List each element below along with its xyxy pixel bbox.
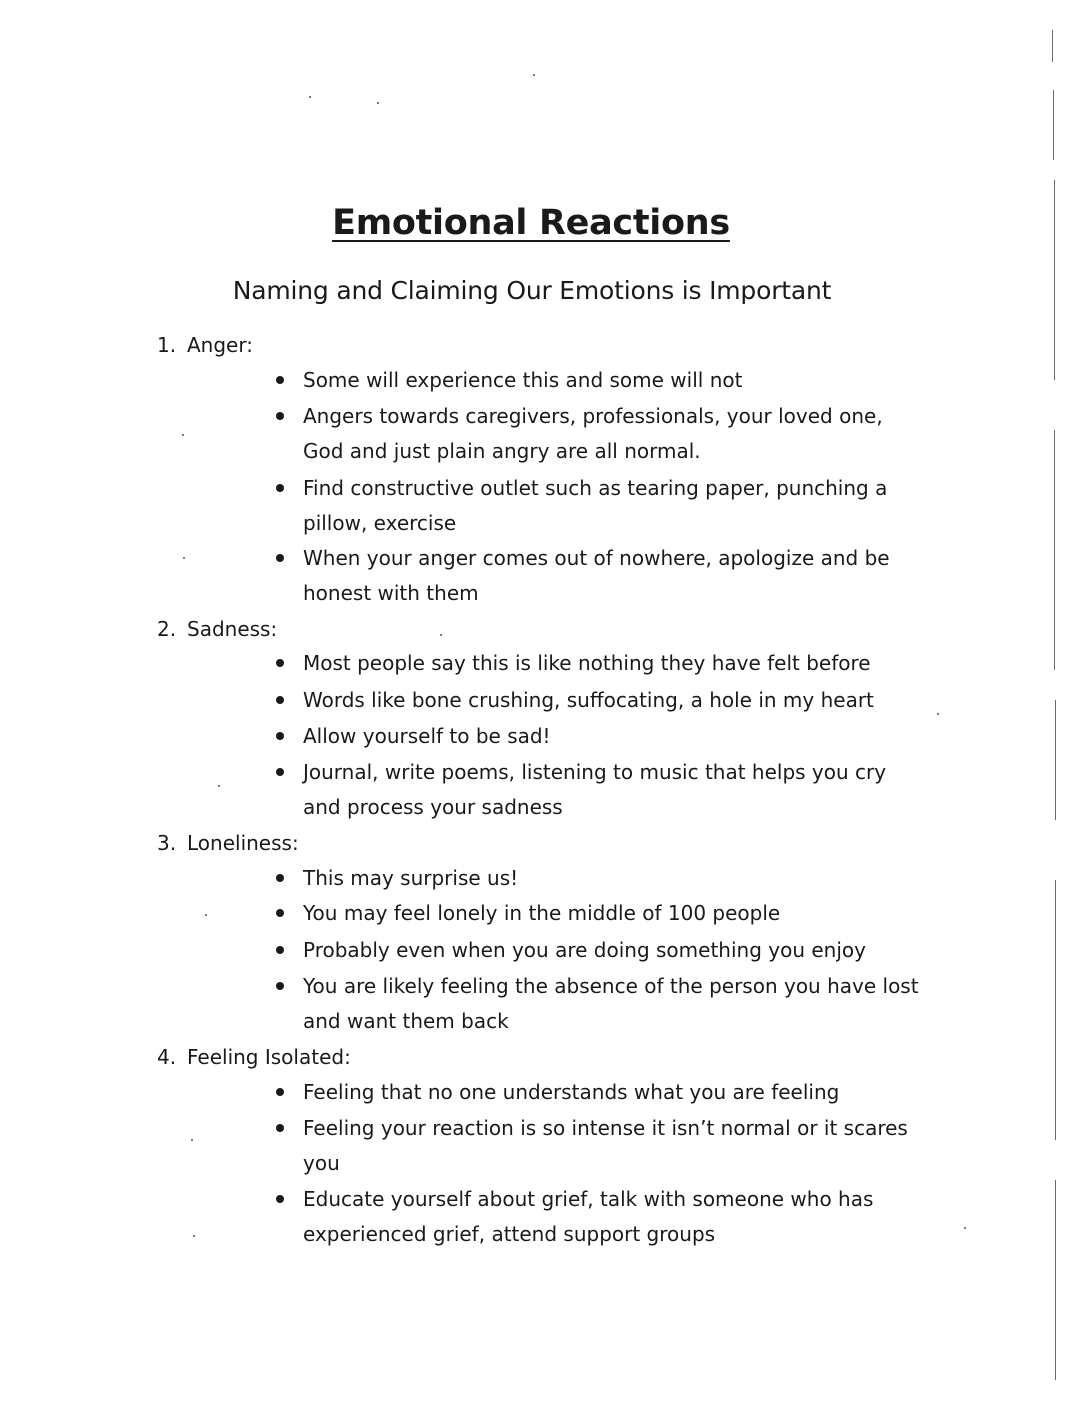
scan-edge-line [1055, 1180, 1056, 1380]
bullet-icon [276, 659, 284, 667]
bullet-icon [276, 1124, 284, 1132]
list-item-text: You may feel lonely in the middle of 100 people [303, 901, 781, 925]
page-title [0, 203, 1062, 243]
bullet-icon [276, 376, 284, 384]
scan-speck [182, 434, 184, 436]
scan-speck [533, 74, 535, 76]
section-heading-feeling-isolated [157, 1045, 351, 1069]
bullet-icon [276, 946, 284, 954]
scan-speck [309, 96, 311, 98]
bullet-icon [276, 732, 284, 740]
list-item-text: Educate yourself about grief, talk with someone who has experienced grief, attend support groups [303, 1187, 874, 1246]
scan-speck [183, 557, 185, 559]
list-item-text: Allow yourself to be sad! [303, 724, 551, 748]
scan-speck [440, 634, 442, 636]
list-item-text: Angers towards caregivers, professionals, your loved one, God and just plain angry are all normal. [303, 404, 883, 463]
scan-speck [191, 1139, 193, 1141]
list-item-text: You are likely feeling the absence of the person you have lost and want them back [303, 974, 919, 1033]
bullet-icon [276, 412, 284, 420]
scan-speck [964, 1227, 966, 1229]
list-item-text: Find constructive outlet such as tearing paper, punching a pillow, exercise [303, 476, 888, 535]
scan-edge-line [1052, 30, 1053, 62]
section-heading-anger [157, 333, 253, 357]
list-item-text: Most people say this is like nothing they have felt before [303, 651, 871, 675]
section-heading-text: Sadness: [187, 617, 278, 641]
bullet-icon [276, 768, 284, 776]
bullet-icon [276, 874, 284, 882]
section-heading-loneliness [157, 831, 299, 855]
bullet-icon [276, 554, 284, 562]
scan-speck [218, 785, 220, 787]
section-heading-sadness [157, 617, 277, 641]
bullet-icon [276, 982, 284, 990]
scan-edge-line [1054, 430, 1055, 670]
section-number: 4. [157, 1045, 177, 1069]
list-item-text: Feeling your reaction is so intense it isn’t normal or it scares you [303, 1116, 908, 1175]
list-item-text: Feeling that no one understands what you are feeling [303, 1080, 840, 1104]
scan-speck [205, 914, 207, 916]
scan-speck [937, 713, 939, 715]
scan-edge-line [1055, 700, 1056, 820]
section-heading-text: Anger: [187, 333, 253, 357]
list-item-text: When your anger comes out of nowhere, apologize and be honest with them [303, 546, 890, 605]
section-number: 2. [157, 617, 177, 641]
list-item-text: This may surprise us! [303, 866, 519, 890]
scan-edge-line [1053, 90, 1054, 160]
section-heading-text: Feeling Isolated: [187, 1045, 351, 1069]
section-number: 1. [157, 333, 177, 357]
bullet-icon [276, 909, 284, 917]
list-item-text: Probably even when you are doing something you enjoy [303, 938, 866, 962]
page-subtitle: Naming and Claiming Our Emotions is Important [232, 276, 832, 305]
bullet-icon [276, 1088, 284, 1096]
scan-edge-line [1055, 880, 1056, 1140]
section-heading-text: Loneliness: [187, 831, 299, 855]
list-item-text: Words like bone crushing, suffocating, a hole in my heart [303, 688, 874, 712]
bullet-icon [276, 696, 284, 704]
scan-speck [377, 102, 379, 104]
page-title-text: Emotional Reactions [332, 203, 730, 243]
bullet-icon [276, 484, 284, 492]
scan-speck [193, 1235, 195, 1237]
list-item-text: Some will experience this and some will not [303, 368, 743, 392]
list-item-text: Journal, write poems, listening to music that helps you cry and process your sadness [303, 760, 887, 819]
section-number: 3. [157, 831, 177, 855]
bullet-icon [276, 1195, 284, 1203]
